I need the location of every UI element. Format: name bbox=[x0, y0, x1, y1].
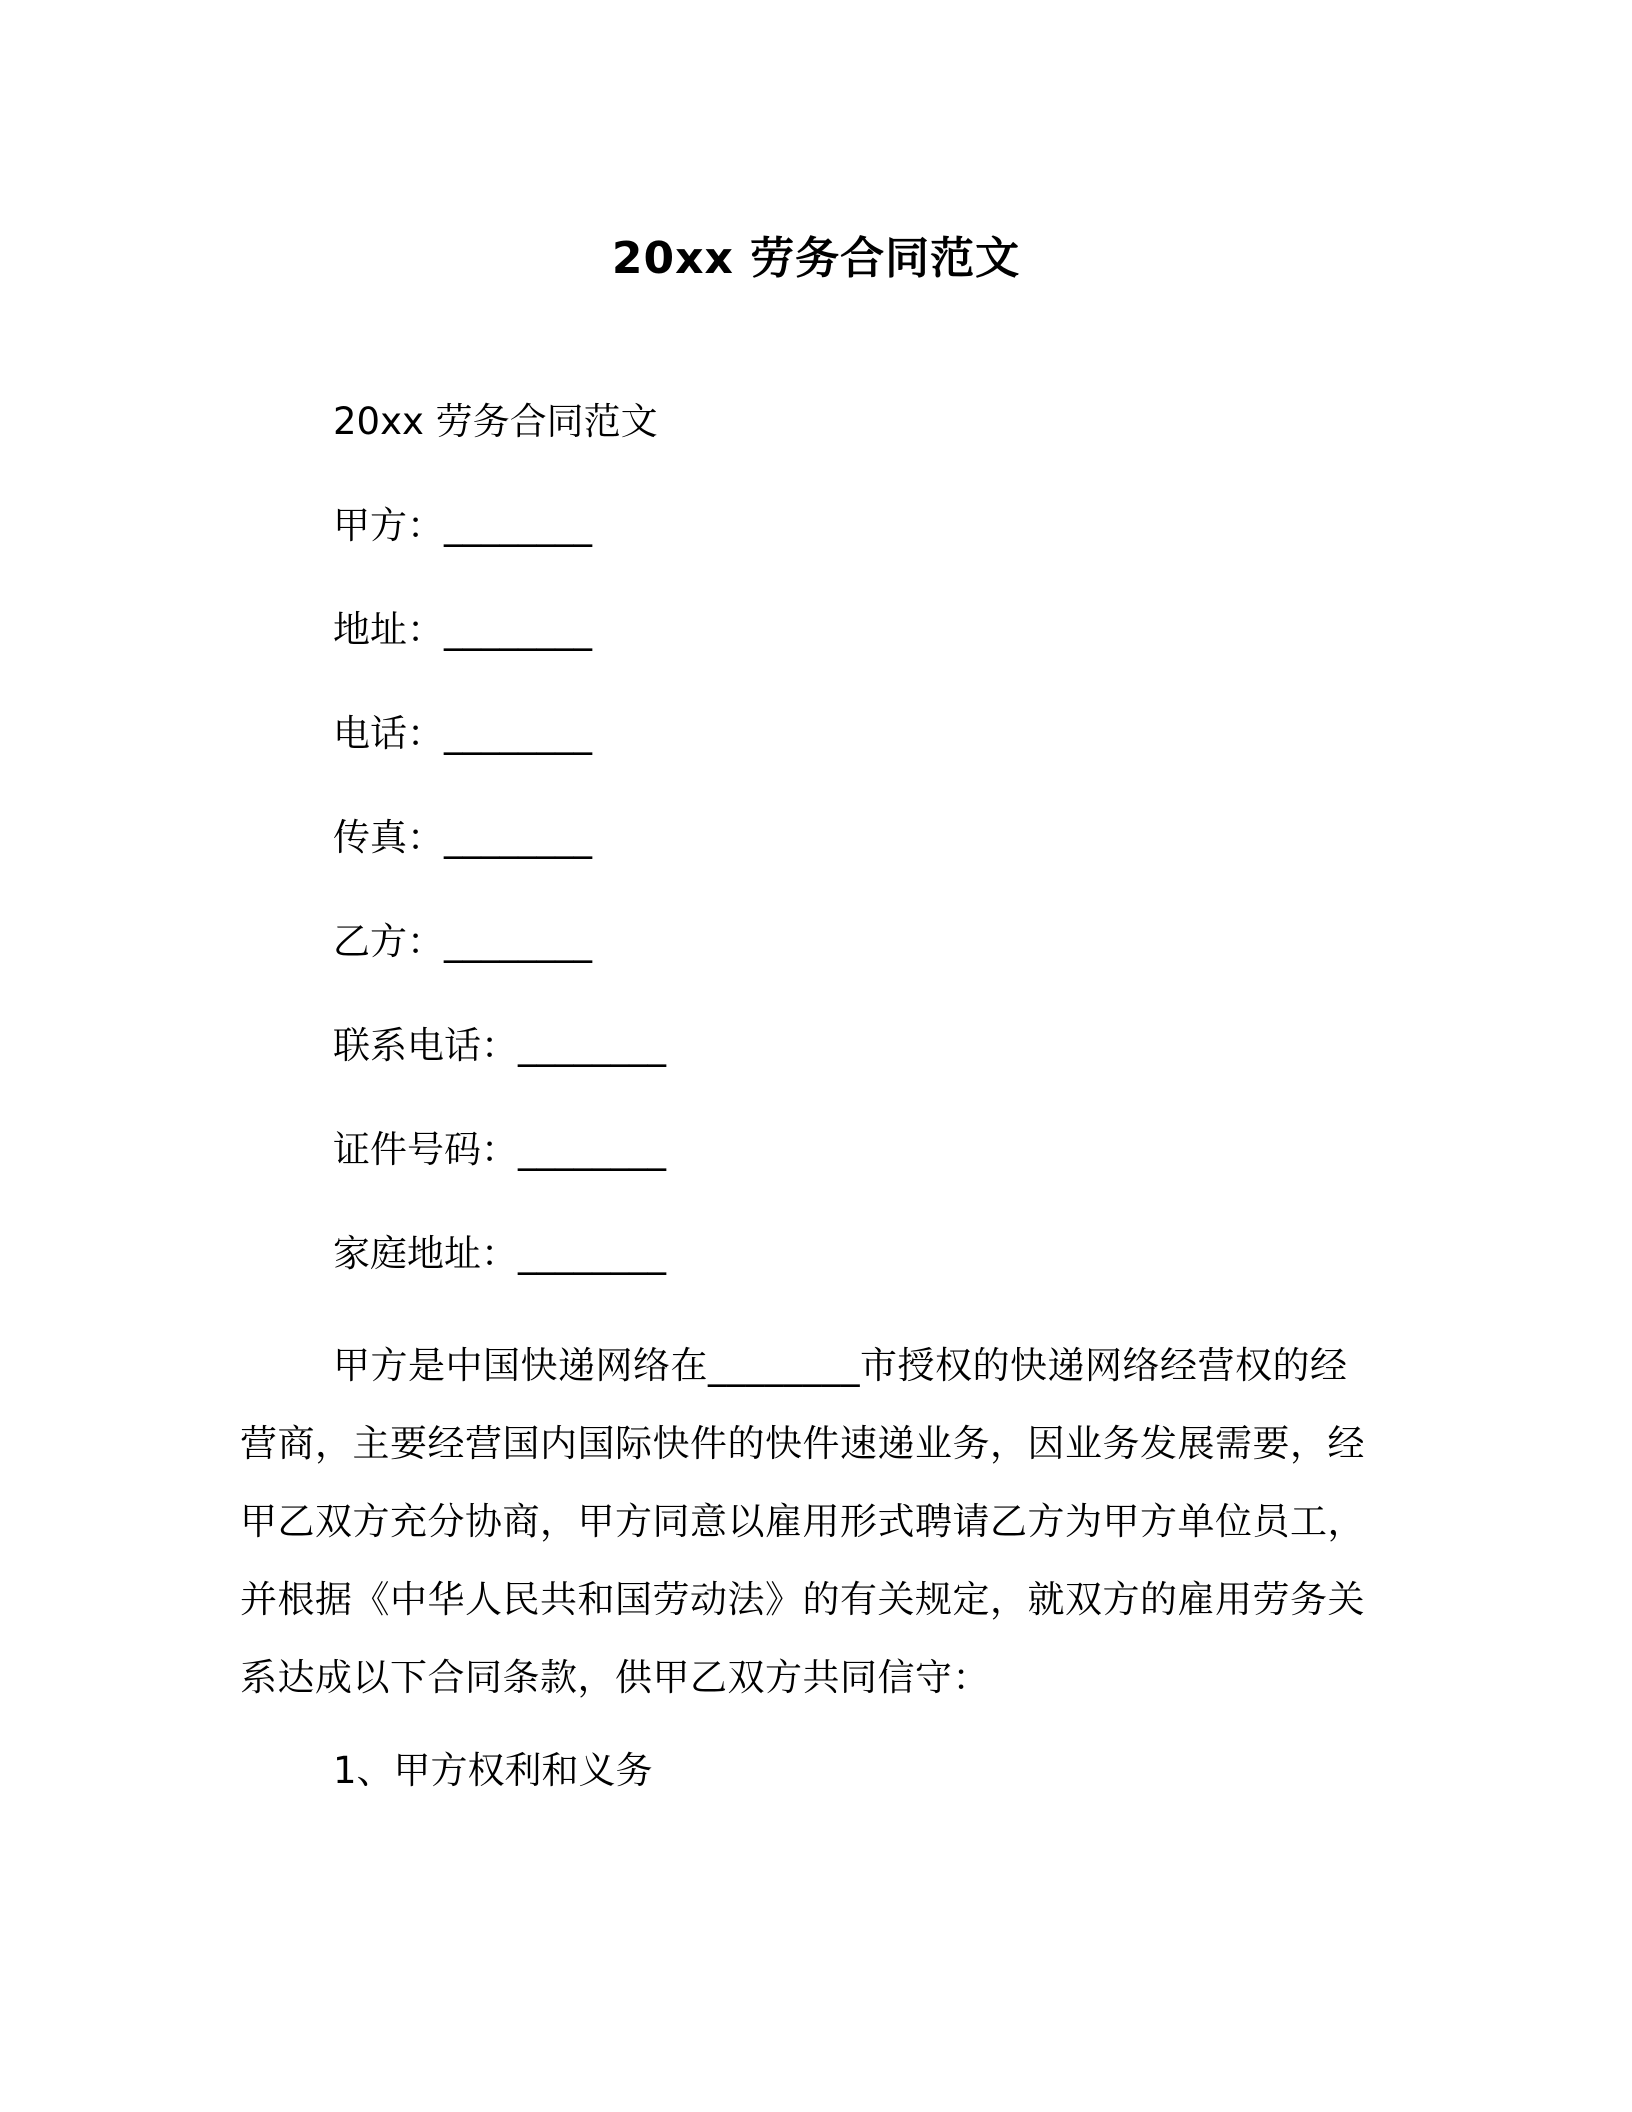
phone-field: 电话：________ bbox=[333, 712, 592, 755]
fax-field: 传真：________ bbox=[333, 816, 592, 859]
party-b-field: 乙方：________ bbox=[333, 920, 592, 963]
contract-subtitle: 20xx 劳务合同范文 bbox=[333, 400, 658, 443]
party-a-field: 甲方：________ bbox=[333, 504, 592, 547]
intro-paragraph: 甲方是中国快递网络在________市授权的快递网络经营权的经营商，主要经营国内国际快件的快件速递业务，因业务发展需要，经甲乙双方充分协商，甲方同意以雇用形式聘请乙方为甲方单位员工，并根据《中华人民共和国劳动法》的有关规定，就双方的雇用劳务关系达成以下合同条款，供甲乙双方共同信守： bbox=[240, 1344, 1365, 1699]
id-number-field: 证件号码：________ bbox=[333, 1128, 666, 1171]
document-title: 20xx 劳务合同范文 bbox=[611, 233, 1021, 284]
home-address-field: 家庭地址：________ bbox=[333, 1232, 666, 1275]
address-field: 地址：________ bbox=[333, 608, 592, 651]
contact-phone-field: 联系电话：________ bbox=[333, 1024, 666, 1067]
section-heading-1: 1、甲方权利和义务 bbox=[333, 1749, 653, 1792]
contract-fields bbox=[333, 393, 666, 1329]
